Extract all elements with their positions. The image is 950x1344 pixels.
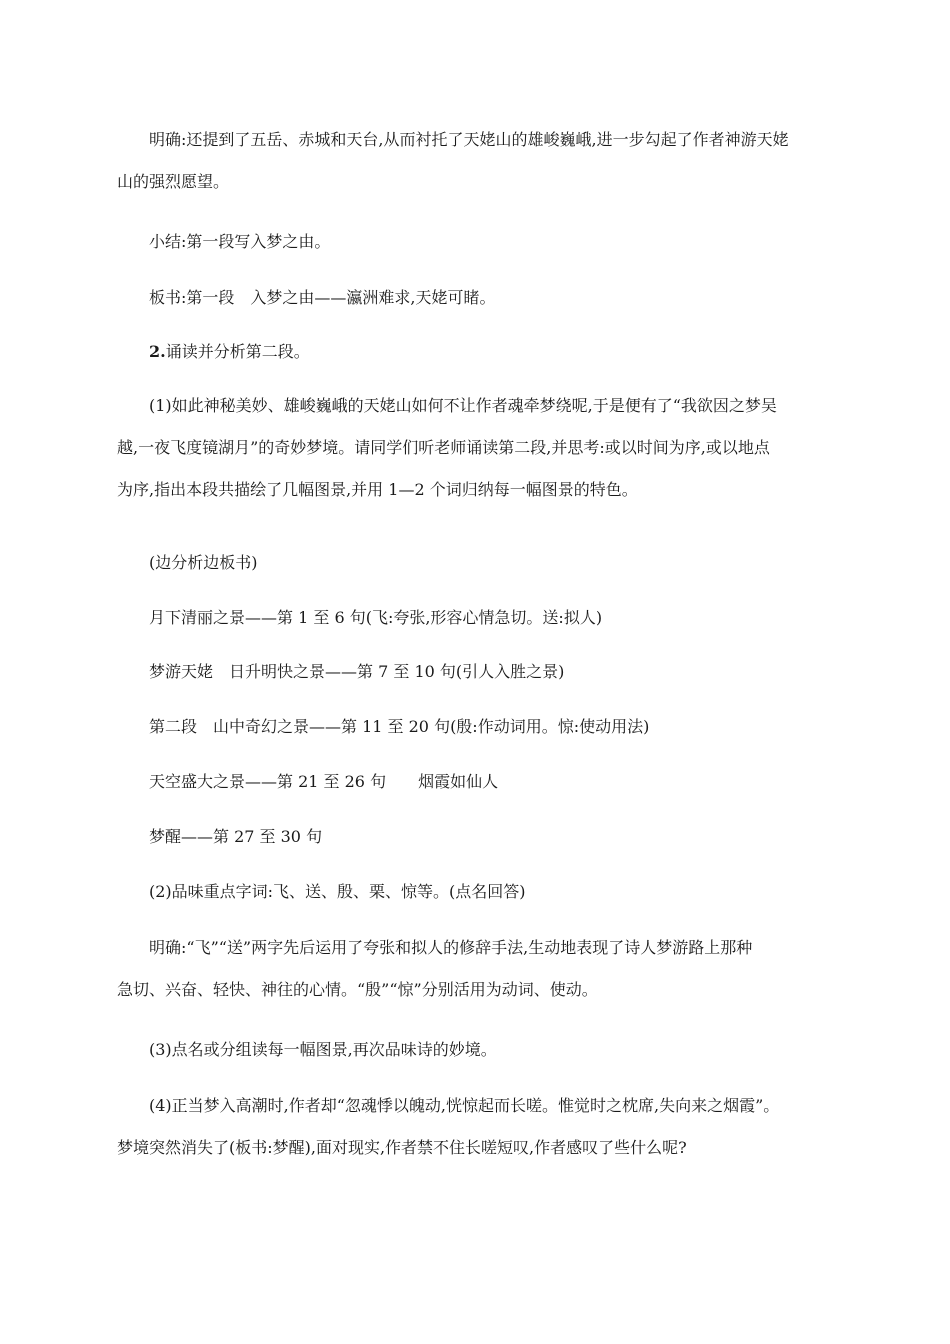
- paragraph-line: 为序,指出本段共描绘了几幅图景,并用 1—2 个词归纳每一幅图景的特色。: [117, 480, 638, 499]
- scene-line-1: 月下清丽之景——第 1 至 6 句(飞:夸张,形容心情急切。送:拟人): [149, 608, 603, 627]
- paragraph-question-4: [117, 1085, 837, 1169]
- paragraph-line: 急切、兴奋、轻快、神往的心情。“殷”“惊”分别活用为动词、使动。: [117, 980, 598, 999]
- paragraph-line: 梦境突然消失了(板书:梦醒),面对现实,作者禁不住长嗟短叹,作者感叹了些什么呢?: [117, 1138, 687, 1157]
- scene-line-5: 梦醒——第 27 至 30 句: [149, 827, 323, 846]
- section-heading-2: [117, 331, 837, 373]
- paragraph-line: (4)正当梦入高潮时,作者却“忽魂悸以魄动,恍惊起而长嗟。惟觉时之枕席,失向来之烟霞”。: [149, 1096, 780, 1115]
- paragraph-clarify-mountains: [117, 119, 837, 203]
- paragraph-question-1: [117, 385, 837, 511]
- paragraph-clarify-words: [117, 927, 837, 1011]
- paragraph-question-3: (3)点名或分组读每一幅图景,再次品味诗的妙境。: [149, 1040, 497, 1059]
- scene-line-3: 第二段 山中奇幻之景——第 11 至 20 句(殷:作动词用。惊:使动用法): [149, 717, 650, 736]
- scene-line-4: 天空盛大之景——第 21 至 26 句 烟霞如仙人: [149, 772, 499, 791]
- paragraph-line: 越,一夜飞度镜湖月”的奇妙梦境。请同学们听老师诵读第二段,并思考:或以时间为序,或以地点: [117, 438, 770, 457]
- paragraph-line: (1)如此神秘美妙、雄峻巍峨的天姥山如何不让作者魂牵梦绕呢,于是便有了“我欲因之梦吴: [149, 396, 777, 415]
- paragraph-question-2: (2)品味重点字词:飞、送、殷、栗、惊等。(点名回答): [149, 882, 526, 901]
- section-number: 2.: [149, 342, 166, 361]
- paragraph-line: 明确:还提到了五岳、赤城和天台,从而衬托了天姥山的雄峻巍峨,进一步勾起了作者神游天姥: [149, 130, 789, 149]
- paragraph-board-notes-1: 板书:第一段 入梦之由——瀛洲难求,天姥可睹。: [149, 288, 496, 307]
- paragraph-line: 明确:“飞”“送”两字先后运用了夸张和拟人的修辞手法,生动地表现了诗人梦游路上那种: [149, 938, 753, 957]
- scene-line-2: 梦游天姥 日升明快之景——第 7 至 10 句(引人入胜之景): [149, 662, 565, 681]
- paragraph-line: 山的强烈愿望。: [117, 172, 230, 191]
- paragraph-board-note-hint: (边分析边板书): [149, 553, 258, 572]
- section-heading-text: 诵读并分析第二段。: [165, 342, 310, 361]
- paragraph-summary: 小结:第一段写入梦之由。: [149, 232, 331, 251]
